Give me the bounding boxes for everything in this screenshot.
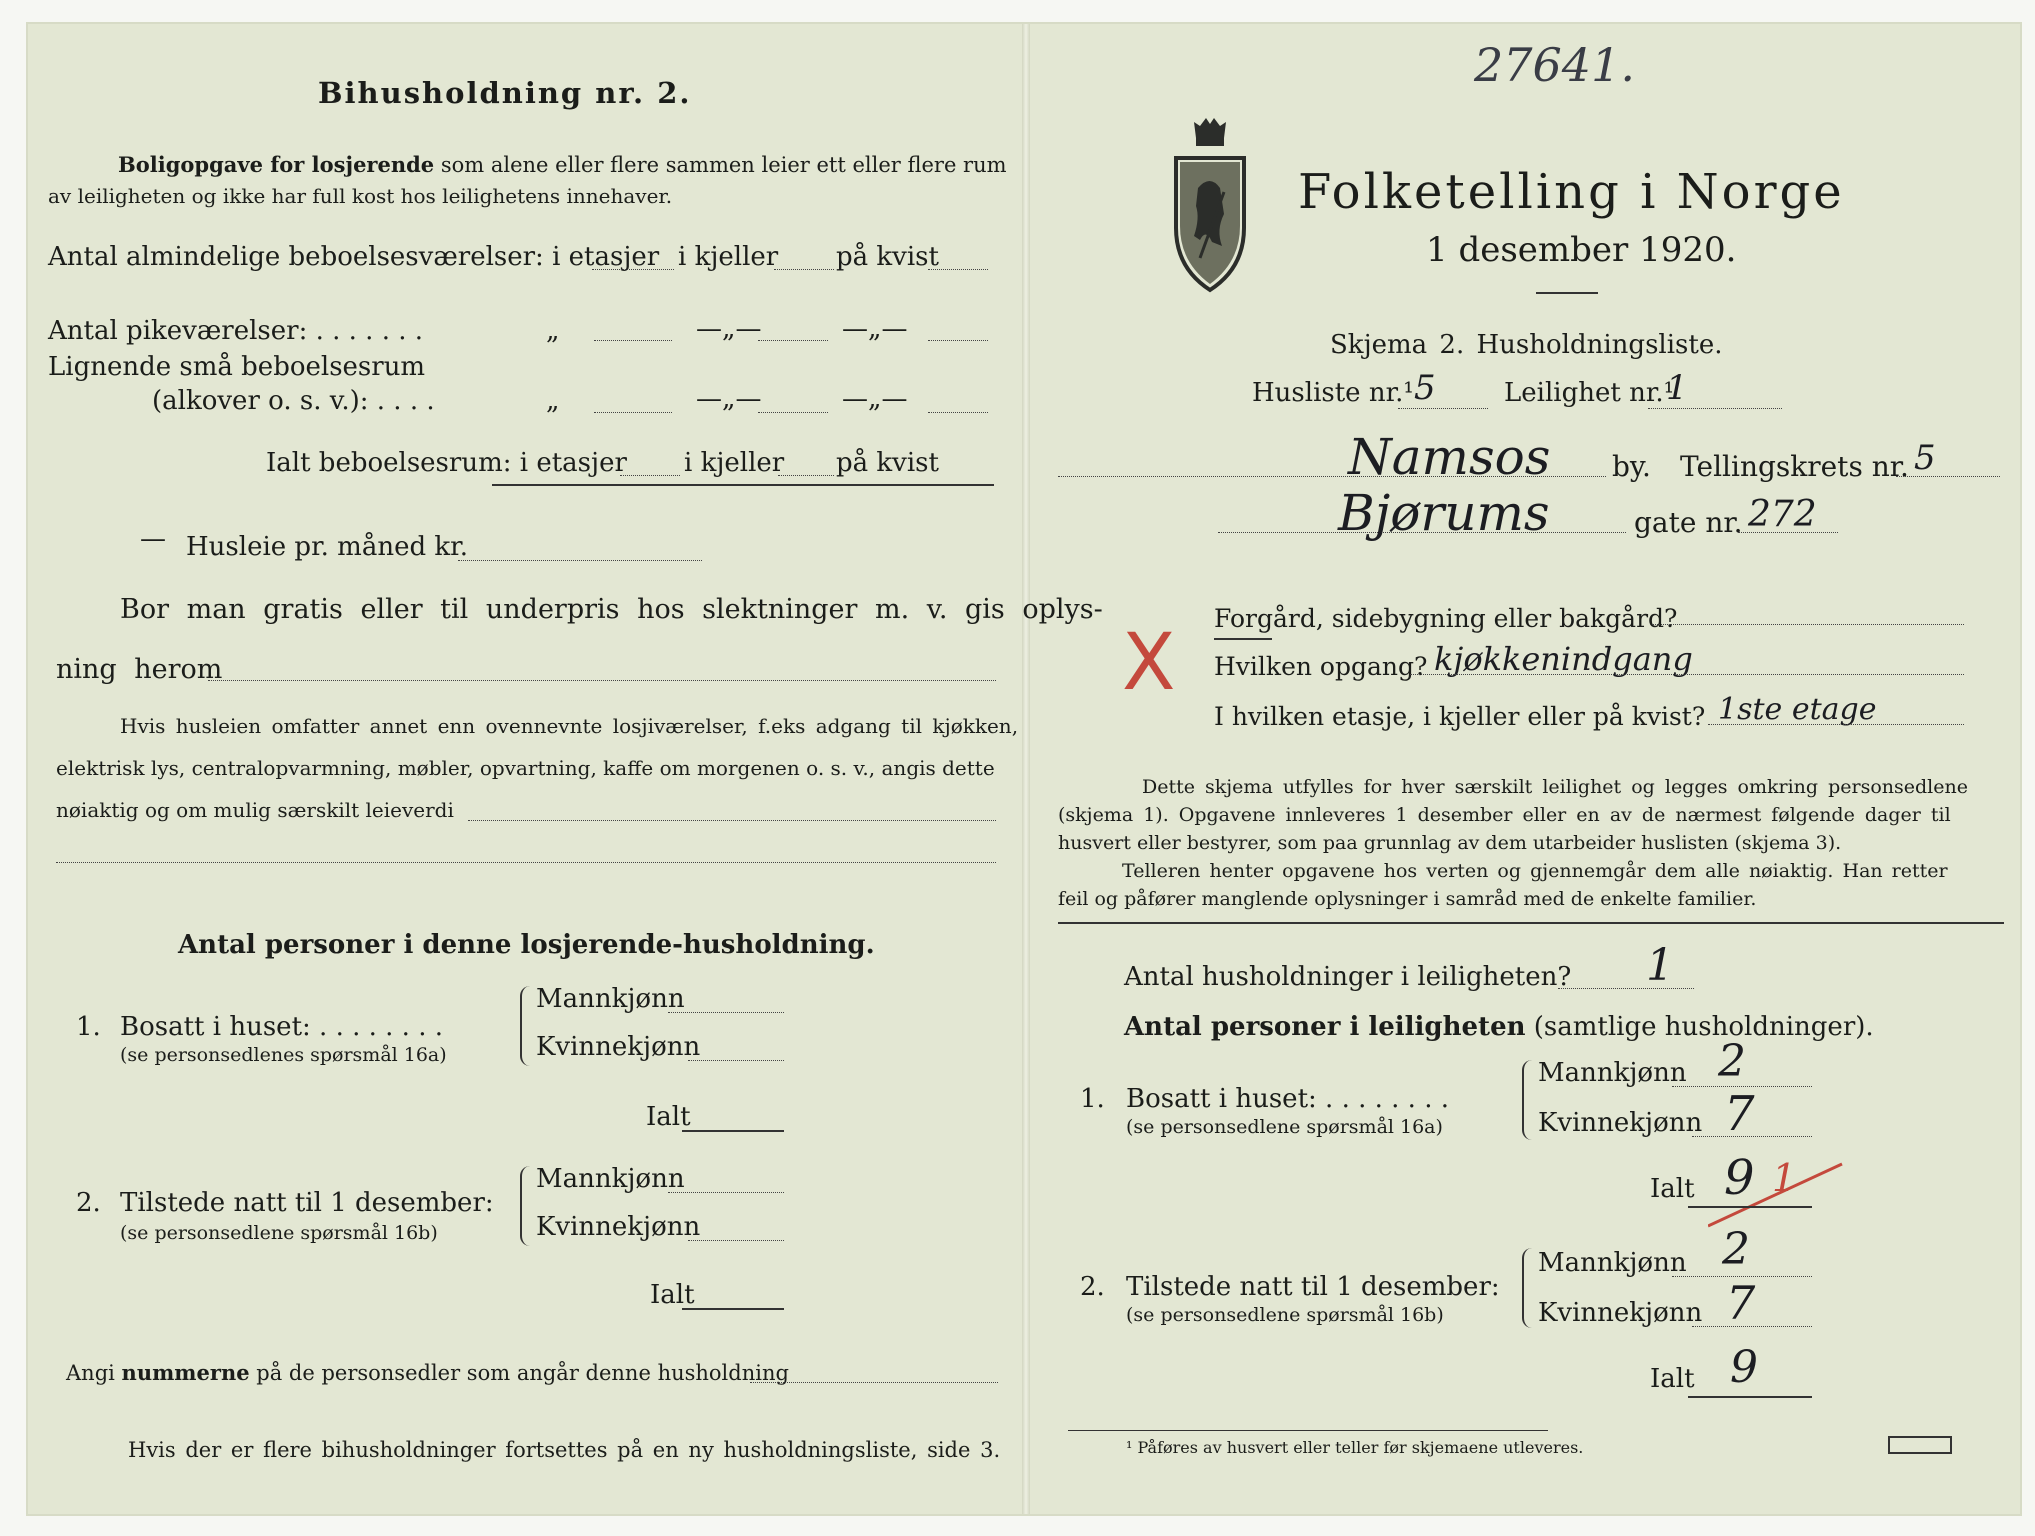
right-q1-ialt-field <box>1688 1206 1812 1208</box>
ialt-kvist-label: på kvist <box>836 448 939 478</box>
right-q2-mann-label: Mannkjønn <box>1538 1248 1687 1278</box>
rooms-kvist-field[interactable] <box>928 269 988 270</box>
alkover-ditto-1: „ <box>546 386 560 416</box>
gate-label: gate nr. <box>1634 506 1743 539</box>
left-title: Bihusholdning nr. 2. <box>318 76 692 110</box>
left-q2-ialt-field[interactable] <box>682 1308 784 1310</box>
opgang-label: Hvilken opgang? <box>1214 652 1428 681</box>
instr-line-2: (skjema 1). Opgavene innleveres 1 desember eller en av de nærmest følgende dager til <box>1058 804 1951 826</box>
pike-etasjer-field[interactable] <box>594 340 672 341</box>
husholdninger-label: Antal husholdninger i leiligheten? <box>1124 962 1572 992</box>
etasje-value[interactable]: 1ste etage <box>1718 692 1877 727</box>
husholdninger-field <box>1558 988 1694 989</box>
ialt-underline <box>492 484 994 486</box>
instr-line-3: husvert eller bestyrer, som paa grunnlag av dem utarbeider huslisten (skjema 3). <box>1058 832 1842 854</box>
right-footnote: ¹ Påføres av husvert eller teller før skjemaene utleveres. <box>1126 1438 1584 1457</box>
town-value[interactable]: Namsos <box>1348 428 1551 486</box>
opgang-value[interactable]: kjøkkenindgang <box>1434 640 1693 678</box>
left-q1-mann-field[interactable] <box>668 1012 784 1013</box>
ialt-rooms-label: Ialt beboelsesrum: i etasjer <box>266 448 627 478</box>
alkover-label: (alkover o. s. v.): . . . . <box>152 386 435 416</box>
left-q2-label: Tilstede natt til 1 desember: <box>120 1188 494 1218</box>
ialt-kjeller-field[interactable] <box>778 475 834 476</box>
right-q1-mann-value[interactable]: 2 <box>1718 1036 1746 1087</box>
tellingskrets-field <box>1896 476 2000 477</box>
left-q1-ialt-field[interactable] <box>682 1130 784 1132</box>
left-q2-kvinne-label: Kvinnekjønn <box>536 1212 701 1242</box>
tellingskrets-label: Tellingskrets nr. <box>1680 450 1909 483</box>
right-q2-label: Tilstede natt til 1 desember: <box>1126 1272 1500 1302</box>
instr-line-5: feil og påfører manglende oplysninger i samråd med de enkelte familier. <box>1058 888 1757 910</box>
omfatter-line-3: nøiaktig og om mulig særskilt leieverdi <box>56 798 454 822</box>
husholdninger-value[interactable]: 1 <box>1646 940 1674 991</box>
right-q1-brace <box>1522 1060 1534 1140</box>
right-persons-heading <box>1124 1012 1874 1042</box>
etasje-label: I hvilken etasje, i kjeller eller på kvist? <box>1214 702 1706 731</box>
right-q2-brace <box>1522 1248 1534 1328</box>
gratis-line-1: Bor man gratis eller til underpris hos slektninger m. v. gis oplys- <box>120 594 1103 625</box>
left-q1-brace <box>520 986 532 1066</box>
norway-coat-of-arms-icon <box>1170 118 1250 296</box>
left-q2-sub: (se personsedlene spørsmål 16b) <box>120 1222 438 1244</box>
gratis-field[interactable] <box>208 680 996 681</box>
page-fold <box>1022 24 1030 1514</box>
gratis-line-2: ning herom <box>56 654 223 685</box>
right-q2-mann-value[interactable]: 2 <box>1722 1224 1750 1275</box>
husleie-dash: — <box>140 524 166 554</box>
rooms-label: Antal almindelige beboelsesværelser: i etasjer <box>48 242 660 272</box>
right-q1-ialt-strike-icon <box>1708 1160 1848 1230</box>
right-q2-ialt-field <box>1688 1396 1812 1398</box>
alkover-kvist-field[interactable] <box>928 412 988 413</box>
rooms-etasjer-field[interactable] <box>592 269 674 270</box>
forgard-underline <box>1214 638 1272 640</box>
right-q1-mann-label: Mannkjønn <box>1538 1058 1687 1088</box>
rooms-kjeller-label: i kjeller <box>678 242 779 272</box>
right-q1-kvinne-value[interactable]: 7 <box>1724 1086 1755 1142</box>
husliste-value[interactable]: 5 <box>1414 368 1436 408</box>
by-label: by. <box>1612 450 1651 483</box>
left-q1-mann-label: Mannkjønn <box>536 984 685 1014</box>
left-persons-heading: Antal personer i denne losjerende-husholdning. <box>178 930 875 960</box>
left-q2-kvinne-field[interactable] <box>688 1240 784 1241</box>
angi-rest: på de personsedler som angår denne husholdning <box>256 1361 789 1385</box>
left-q2-brace <box>520 1166 532 1246</box>
lignende-label: Lignende små beboelsesrum <box>48 352 426 382</box>
intro-bold: Boligopgave for losjerende <box>118 152 435 177</box>
right-q1-ialt-label: Ialt <box>1650 1174 1695 1204</box>
pike-kjeller-field[interactable] <box>758 340 828 341</box>
street-value[interactable]: Bjørums <box>1338 484 1550 542</box>
leilighet-value[interactable]: 1 <box>1666 368 1688 408</box>
alkover-ditto-2: —„— <box>696 384 762 414</box>
right-persons-heading-bold: Antal personer i leiligheten <box>1124 1012 1526 1042</box>
schema-label: Skjema 2. Husholdningsliste. <box>1330 330 1723 360</box>
angi-pre: Angi <box>66 1361 115 1385</box>
instr-line-4: Telleren henter opgavene hos verten og gjennemgår dem alle nøiaktig. Han retter <box>1122 860 1948 882</box>
right-q2-kvinne-value[interactable]: 7 <box>1726 1276 1756 1330</box>
left-q2-mann-field[interactable] <box>668 1192 784 1193</box>
instr-rule <box>1058 922 2004 924</box>
alkover-etasjer-field[interactable] <box>594 412 672 413</box>
forgard-label: Forgård, sidebygning eller bakgård? <box>1214 604 1678 633</box>
pike-ditto-3: —„— <box>842 314 908 344</box>
right-q1-num: 1. <box>1080 1084 1105 1114</box>
angi-line <box>66 1360 789 1385</box>
husliste-field <box>1398 408 1488 409</box>
left-q1-kvinne-field[interactable] <box>688 1060 784 1061</box>
husleie-label: Husleie pr. måned kr. <box>186 532 468 562</box>
omfatter-field-1[interactable] <box>468 820 996 821</box>
forgard-field[interactable] <box>1652 624 1964 625</box>
footnote-rule <box>1068 1430 1548 1431</box>
right-q1-label: Bosatt i huset: . . . . . . . . <box>1126 1084 1450 1114</box>
gate-value[interactable]: 272 <box>1748 494 1817 535</box>
left-q1-ialt-label: Ialt <box>646 1102 691 1132</box>
census-form-sheet <box>28 24 2020 1514</box>
rooms-kjeller-field[interactable] <box>774 269 834 270</box>
pike-ditto-1: „ <box>546 316 560 346</box>
left-q2-ialt-label: Ialt <box>650 1280 695 1310</box>
left-q2-num: 2. <box>76 1188 101 1218</box>
alkover-kjeller-field[interactable] <box>758 412 828 413</box>
printer-stamp-icon <box>1888 1436 1952 1454</box>
ialt-etasjer-field[interactable] <box>620 475 680 476</box>
right-q1-sub: (se personsedlene spørsmål 16a) <box>1126 1116 1443 1138</box>
right-q2-ialt-value[interactable]: 9 <box>1730 1342 1758 1393</box>
omfatter-line-2: elektrisk lys, centralopvarmning, møbler, opvartning, kaffe om morgenen o. s. v., angis dette <box>56 756 995 780</box>
intro-rest: som alene eller flere sammen leier ett eller flere rum <box>440 153 1007 177</box>
right-q1-ialt-struck: 1 <box>1772 1156 1797 1200</box>
left-q1-sub: (se personsedlenes spørsmål 16a) <box>120 1044 447 1066</box>
right-q1-ialt-value[interactable]: 9 <box>1724 1150 1755 1206</box>
archive-number: 27641. <box>1474 38 1635 92</box>
omfatter-line-1: Hvis husleien omfatter annet enn ovennevnte losjiværelser, f.eks adgang til kjøkken, <box>120 714 1019 738</box>
right-q2-num: 2. <box>1080 1272 1105 1302</box>
right-q2-sub: (se personsedlene spørsmål 16b) <box>1126 1304 1444 1326</box>
pike-label: Antal pikeværelser: . . . . . . . <box>48 316 424 346</box>
right-date: 1 desember 1920. <box>1426 230 1737 270</box>
left-q1-num: 1. <box>76 1012 101 1042</box>
husleie-field[interactable] <box>458 560 702 561</box>
gate-field <box>1738 532 1838 533</box>
left-q1-kvinne-label: Kvinnekjønn <box>536 1032 701 1062</box>
angi-bold: nummerne <box>121 1360 250 1385</box>
leilighet-label: Leilighet nr.¹ <box>1504 378 1675 408</box>
intro-line-2: av leiligheten og ikke har full kost hos leilighetens innehaver. <box>48 184 673 208</box>
rooms-kvist-label: på kvist <box>836 242 939 272</box>
left-footer: Hvis der er flere bihusholdninger fortsettes på en ny husholdningsliste, side 3. <box>128 1438 1001 1462</box>
omfatter-field-2[interactable] <box>56 862 996 863</box>
instr-line-1: Dette skjema utfylles for hver særskilt leilighet og legges omkring personsedlene <box>1142 776 1968 798</box>
intro-line-1 <box>118 152 1007 177</box>
right-q2-kvinne-field <box>1692 1326 1812 1327</box>
right-q2-ialt-label: Ialt <box>1650 1364 1695 1394</box>
title-rule <box>1536 292 1598 294</box>
angi-field[interactable] <box>750 1382 998 1383</box>
opgang-field <box>1410 674 1964 675</box>
etasje-field <box>1708 724 1964 725</box>
pike-kvist-field[interactable] <box>928 340 988 341</box>
forgard-cross-mark: X <box>1122 618 1176 708</box>
right-q1-kvinne-field <box>1692 1136 1812 1137</box>
husliste-label: Husliste nr.¹ <box>1252 378 1414 408</box>
left-q2-mann-label: Mannkjønn <box>536 1164 685 1194</box>
left-q1-label: Bosatt i huset: . . . . . . . . <box>120 1012 444 1042</box>
leilighet-field <box>1648 408 1782 409</box>
ialt-kjeller-label: i kjeller <box>684 448 785 478</box>
right-persons-heading-rest: (samtlige husholdninger). <box>1533 1012 1874 1042</box>
pike-ditto-2: —„— <box>696 314 762 344</box>
right-q1-kvinne-label: Kvinnekjønn <box>1538 1108 1703 1138</box>
right-q2-kvinne-label: Kvinnekjønn <box>1538 1298 1703 1328</box>
right-title: Folketelling i Norge <box>1298 164 1845 220</box>
tellingskrets-value[interactable]: 5 <box>1914 438 1936 478</box>
alkover-ditto-3: —„— <box>842 384 908 414</box>
